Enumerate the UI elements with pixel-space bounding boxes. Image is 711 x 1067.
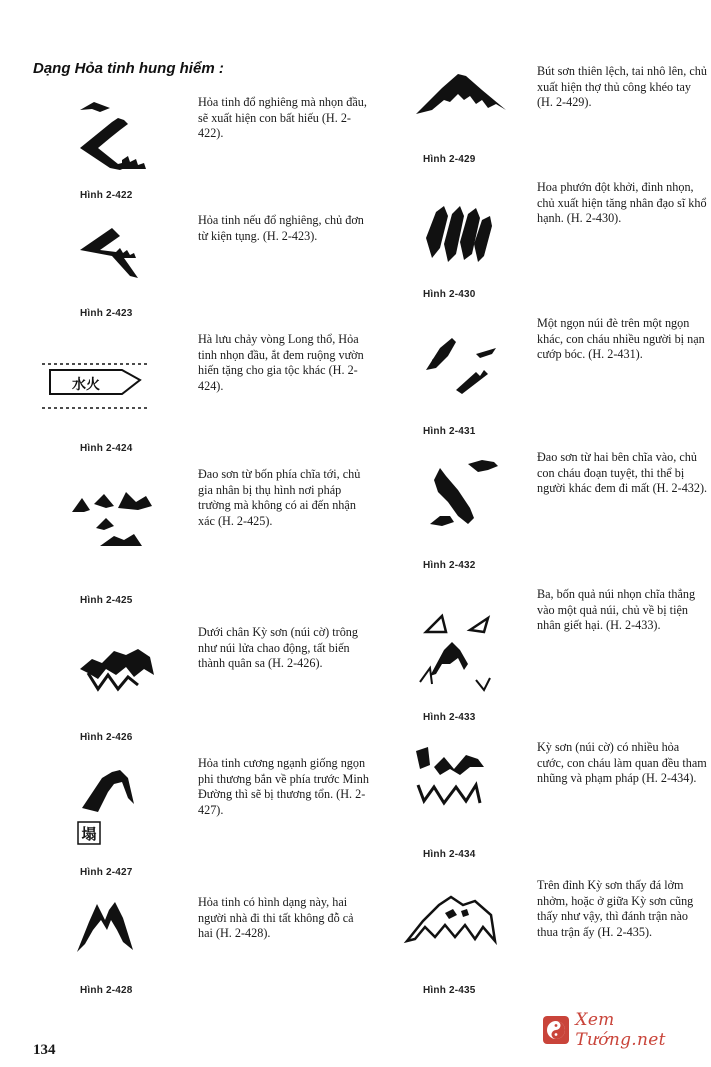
figure-label: Hình 2-434: [423, 849, 476, 860]
figure-description: Hoa phướn đột khởi, đỉnh nhọn, chủ xuất hiện tăng nhân đạo sĩ khổ hạnh. (H. 2-430).: [537, 180, 707, 225]
figure-description: Hỏa tinh cương ngạnh giống ngọn phi thương bắn về phía trước Minh Đường thì sẽ bị thương tổn. (H. 2-427).: [198, 756, 369, 817]
figure-description: Hỏa tinh có hình dạng này, hai người nhà đi thi tất không đỗ cả hai (H. 2-428).: [198, 895, 354, 940]
figure-label: Hình 2-426: [80, 732, 133, 743]
yin-yang-icon: [543, 1016, 569, 1044]
figure-label: Hình 2-433: [423, 712, 476, 723]
figure-2-432: [428, 458, 508, 538]
figure-label: Hình 2-432: [423, 560, 476, 571]
figure-description: Dưới chân Kỳ sơn (núi cờ) trông như núi lửa chao động, tất biến thành quân sa (H. 2-426).: [198, 625, 358, 670]
figure-description: Đao sơn từ bốn phía chĩa tới, chủ gia nhân bị thụ hình nơi pháp trường mà không có ai đến nhận xác (H. 2-425).: [198, 467, 361, 528]
figure-2-428: [75, 900, 145, 960]
figure-description: Đao sơn từ hai bên chĩa vào, chủ con cháu đoạn tuyệt, thi thể bị người khác đem đi mất (H. 2-432).: [537, 450, 708, 495]
figure-label: Hình 2-424: [80, 443, 133, 454]
figure-description: Bút sơn thiên lệch, tai nhô lên, chủ xuất hiện thợ thủ công khéo tay (H. 2-429).: [537, 64, 707, 109]
figure-2-433: [418, 606, 498, 696]
figure-2-424: [40, 356, 160, 412]
figure-2-429: [412, 70, 512, 130]
watermark-text: Xem Tướng.net: [575, 1010, 666, 1050]
figure-2-425: [70, 488, 160, 558]
figure-label: Hình 2-435: [423, 985, 476, 996]
figure-2-427: [76, 768, 146, 848]
figure-glyph: 塌: [81, 825, 97, 843]
figure-label: Hình 2-425: [80, 595, 133, 606]
figure-label: Hình 2-423: [80, 308, 133, 319]
figure-description: Ba, bốn quả núi nhọn chĩa thẳng vào một quả núi, chủ về bị tiện nhân giết hại. (H. 2-433).: [537, 587, 696, 632]
page-number: 134: [33, 1042, 56, 1058]
figure-label: Hình 2-431: [423, 426, 476, 437]
figure-label: Hình 2-430: [423, 289, 476, 300]
watermark: [543, 1012, 703, 1048]
figure-2-431: [422, 334, 502, 396]
figure-2-426: [78, 645, 158, 693]
figure-description: Hỏa tinh đổ nghiêng mà nhọn đầu, sẽ xuất hiện con bất hiếu (H. 2-422).: [198, 95, 367, 140]
figure-2-430: [418, 198, 498, 270]
figure-2-435: [405, 895, 500, 950]
figure-description: Hà lưu chảy vòng Long thổ, Hỏa tinh nhọn đầu, ắt đem ruộng vườn hiến tặng cho gia tộc khác (H. 2-424).: [198, 332, 364, 393]
figure-label: Hình 2-422: [80, 190, 133, 201]
figure-label: Hình 2-427: [80, 867, 133, 878]
figure-glyph: 水火: [72, 377, 100, 393]
section-heading: Dạng Hỏa tinh hung hiểm :: [33, 60, 224, 77]
figure-label: Hình 2-429: [423, 154, 476, 165]
figure-label: Hình 2-428: [80, 985, 133, 996]
figure-2-434: [410, 745, 492, 817]
figure-2-423: [72, 222, 152, 282]
figure-description: Trên đỉnh Kỳ sơn thấy đá lởm nhởm, hoặc ở giữa Kỳ sơn cũng thấy như vậy, thì đánh trận nào thua trận ấy (H. 2-435).: [537, 878, 694, 939]
figure-description: Kỳ sơn (núi cờ) có nhiều hỏa cước, con cháu làm quan đều tham nhũng và phạm pháp (H. 2-434).: [537, 740, 707, 785]
figure-description: Một ngọn núi đè trên một ngọn khác, con cháu nhiều người bị nạn cướp bóc. (H. 2-431).: [537, 316, 705, 361]
figure-description: Hỏa tinh nếu đổ nghiêng, chủ đơn từ kiện tụng. (H. 2-423).: [198, 213, 364, 243]
figure-2-422: [70, 98, 160, 173]
